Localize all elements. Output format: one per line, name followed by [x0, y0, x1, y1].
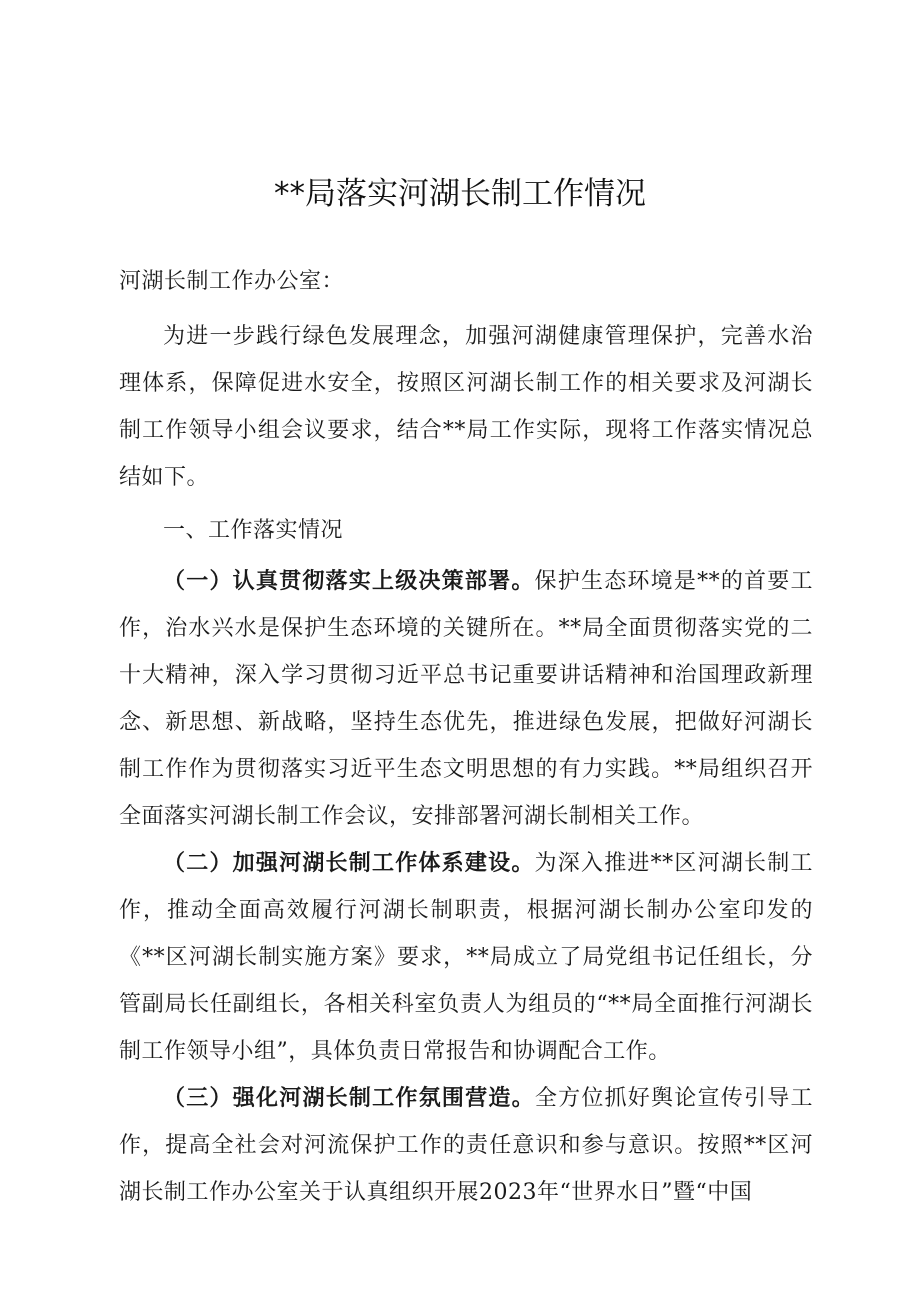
item-heading-1: （一）认真贯彻落实上级决策部署。	[163, 568, 535, 594]
item-text-3: 全方位抓好舆论宣传引导工作，提高全社会对河流保护工作的责任意识和参与意识。按照**区河湖长制工作办公室关于认真组织开展2023年“世界水日”暨“中国	[119, 1086, 813, 1205]
intro-paragraph: 为进一步践行绿色发展理念，加强河湖健康管理保护，完善水治理体系，保障促进水安全，按照区河湖长制工作的相关要求及河湖长制工作领导小组会议要求，结合**局工作实际，现将工作落实情况总结如下。	[119, 324, 813, 490]
item-text-1: 保护生态环境是**的首要工作，治水兴水是保护生态环境的关键所在。**局全面贯彻落实党的二十大精神，深入学习贯彻习近平总书记重要讲话精神和治国理政新理念、新思想、新战略，坚持生态优先，推进绿色发展，把做好河湖长制工作作为贯彻落实习近平生态文明思想的有力实践。**局组织召开全面落实河湖长制工作会议，安排部署河湖长制相关工作。	[119, 569, 813, 829]
item-paragraph-1	[119, 558, 813, 840]
document-body	[119, 258, 813, 1216]
item-heading-2: （二）加强河湖长制工作体系建设。	[163, 850, 535, 876]
item-paragraph-2	[119, 840, 813, 1075]
section-heading-1: 一、工作落实情况	[163, 518, 344, 543]
document-title: **局落实河湖长制工作情况	[274, 176, 646, 212]
item-heading-3: （三）强化河湖长制工作氛围营造。	[163, 1085, 535, 1111]
salutation: 河湖长制工作办公室：	[119, 269, 345, 294]
item-paragraph-3	[119, 1075, 813, 1216]
item-text-2: 为深入推进**区河湖长制工作，推动全面高效履行河湖长制职责，根据河湖长制办公室印发的《**区河湖长制实施方案》要求，**局成立了局党组书记任组长，分管副局长任副组长，各相关科室负责人为组员的“**局全面推行河湖长制工作领导小组”，具体负责日常报告和协调配合工作。	[119, 851, 813, 1064]
